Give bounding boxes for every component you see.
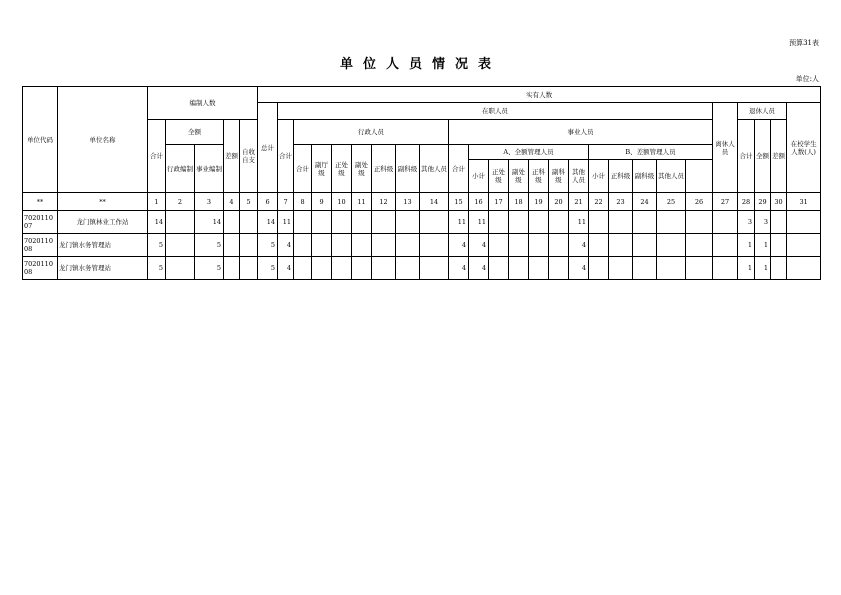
header-a-deputy-section: 副科级 (549, 160, 569, 193)
cell-empty (489, 257, 509, 280)
cell-value (771, 234, 787, 257)
cell-value (771, 211, 787, 234)
header-full-funded: 全额 (166, 120, 224, 145)
cell-value (240, 211, 258, 234)
header-a-division-chief: 正处级 (489, 160, 509, 193)
cell-value: 4 (569, 257, 589, 280)
col-index: ** (58, 193, 148, 211)
header-retired: 退休人员 (738, 103, 787, 120)
cell-empty (686, 257, 713, 280)
cell-value: 4 (469, 257, 489, 280)
cell-empty (420, 211, 449, 234)
cell-empty (372, 211, 396, 234)
col-index: ** (23, 193, 58, 211)
cell-empty (609, 234, 633, 257)
cell-empty (332, 257, 352, 280)
cell-value: 1 (755, 257, 771, 280)
cell-empty (609, 257, 633, 280)
header-a-subtotal: 小计 (469, 160, 489, 193)
cell-empty (332, 234, 352, 257)
header-unit-code: 单位代码 (23, 87, 58, 193)
cell-empty (396, 257, 420, 280)
col-index: 8 (294, 193, 312, 211)
header-establishment: 编制人数 (148, 87, 258, 120)
cell-value: 1 (755, 234, 771, 257)
cell-empty (509, 257, 529, 280)
header-b-section-chief: 正科级 (609, 160, 633, 193)
cell-value: 3 (755, 211, 771, 234)
cell-empty (549, 211, 569, 234)
col-index: 18 (509, 193, 529, 211)
cell-empty (396, 211, 420, 234)
cell-value: 4 (278, 234, 294, 257)
cell-value: 1 (738, 257, 755, 280)
cell-empty (633, 211, 657, 234)
header-deputy-section: 副科级 (396, 145, 420, 193)
cell-empty (294, 211, 312, 234)
cell-empty (589, 211, 609, 234)
cell-value (166, 234, 195, 257)
cell-value (166, 211, 195, 234)
cell-empty (396, 234, 420, 257)
column-index-row (23, 193, 821, 211)
col-index: 22 (589, 193, 609, 211)
cell-value: 11 (278, 211, 294, 234)
sheet-number: 预算31表 (789, 39, 819, 47)
header-deputy-division: 副处级 (352, 145, 372, 193)
header-b-deputy-section: 副科级 (633, 160, 657, 193)
col-index: 17 (489, 193, 509, 211)
cell-empty (657, 257, 686, 280)
cell-empty (489, 234, 509, 257)
cell-empty (420, 257, 449, 280)
cell-empty (686, 234, 713, 257)
header-b-subtotal: 小计 (589, 160, 609, 193)
cell-unit-name: 龙门镇水务管理站 (58, 257, 148, 280)
col-index: 1 (148, 193, 166, 211)
cell-empty (509, 211, 529, 234)
cell-empty (529, 211, 549, 234)
header-b-diff-mgmt: B、差额管理人员 (589, 145, 713, 160)
col-index: 25 (657, 193, 686, 211)
cell-empty (657, 234, 686, 257)
header-actual: 实有人数 (258, 87, 821, 103)
col-index: 13 (396, 193, 420, 211)
cell-value (224, 211, 240, 234)
cell-value: 5 (148, 234, 166, 257)
header-a-full-mgmt: A、全额管理人员 (469, 145, 589, 160)
cell-value: 4 (449, 257, 469, 280)
header-section-chief: 正科级 (372, 145, 396, 193)
col-index: 20 (549, 193, 569, 211)
cell-empty (529, 234, 549, 257)
cell-empty (686, 211, 713, 234)
table-row (23, 234, 821, 257)
col-index: 19 (529, 193, 549, 211)
cell-empty (713, 211, 738, 234)
cell-empty (549, 257, 569, 280)
cell-value (166, 257, 195, 280)
header-in-service: 在职人员 (278, 103, 713, 120)
cell-value: 5 (195, 257, 224, 280)
col-index: 5 (240, 193, 258, 211)
cell-empty (549, 234, 569, 257)
cell-value: 5 (195, 234, 224, 257)
col-index: 30 (771, 193, 787, 211)
header-grand-total: 总计 (258, 103, 278, 193)
personnel-table (22, 86, 821, 280)
table-row (23, 257, 821, 280)
header-a-deputy-division: 副处级 (509, 160, 529, 193)
col-index: 27 (713, 193, 738, 211)
cell-value: 4 (278, 257, 294, 280)
cell-value (240, 257, 258, 280)
cell-value: 5 (148, 257, 166, 280)
col-index: 2 (166, 193, 195, 211)
header-admin-establishment: 行政编制 (166, 145, 195, 193)
cell-value: 11 (449, 211, 469, 234)
cell-empty (787, 257, 821, 280)
col-index: 4 (224, 193, 240, 211)
cell-value: 11 (569, 211, 589, 234)
cell-empty (657, 211, 686, 234)
unit-label: 单位:人 (795, 75, 819, 83)
cell-value: 5 (258, 234, 278, 257)
cell-empty (294, 257, 312, 280)
header-b-others: 其他人员 (657, 160, 686, 193)
cell-unit-code: 702011008 (23, 257, 58, 280)
header-retired-full: 全额 (755, 120, 771, 193)
cell-empty (713, 234, 738, 257)
col-index: 23 (609, 193, 633, 211)
header-admin-staff: 行政人员 (294, 120, 449, 145)
cell-empty (332, 211, 352, 234)
col-index: 24 (633, 193, 657, 211)
cell-empty (352, 234, 372, 257)
cell-empty (609, 211, 633, 234)
cell-value (771, 257, 787, 280)
cell-empty (312, 234, 332, 257)
header-admin-others: 其他人员 (420, 145, 449, 193)
table-row (23, 211, 821, 234)
cell-empty (420, 234, 449, 257)
header-retired-cadres: 离休人员 (713, 103, 738, 193)
cell-unit-name: 龙门镇林业工作站 (58, 211, 148, 234)
cell-value (224, 257, 240, 280)
cell-value: 11 (469, 211, 489, 234)
cell-empty (633, 257, 657, 280)
header-retired-diff: 差额 (771, 120, 787, 193)
header-self-supporting: 自收自支 (240, 120, 258, 193)
cell-value (224, 234, 240, 257)
cell-empty (589, 257, 609, 280)
cell-empty (529, 257, 549, 280)
col-index: 26 (686, 193, 713, 211)
cell-value: 14 (258, 211, 278, 234)
cell-unit-code: 702011008 (23, 234, 58, 257)
col-index: 6 (258, 193, 278, 211)
col-index: 29 (755, 193, 771, 211)
cell-value (240, 234, 258, 257)
col-index: 7 (278, 193, 294, 211)
header-in-service-total: 合计 (278, 120, 294, 193)
cell-empty (372, 234, 396, 257)
col-index: 3 (195, 193, 224, 211)
header-students: 在校学生人数(人) (787, 103, 821, 193)
cell-empty (372, 257, 396, 280)
col-index: 15 (449, 193, 469, 211)
cell-empty (294, 234, 312, 257)
cell-empty (713, 257, 738, 280)
header-division-chief: 正处级 (332, 145, 352, 193)
col-index: 11 (352, 193, 372, 211)
col-index: 28 (738, 193, 755, 211)
cell-value: 14 (148, 211, 166, 234)
report-title: 单位人员情况表 (339, 57, 501, 72)
header-retired-total: 合计 (738, 120, 755, 193)
cell-empty (352, 211, 372, 234)
col-index: 21 (569, 193, 589, 211)
cell-empty (352, 257, 372, 280)
cell-value: 5 (258, 257, 278, 280)
cell-empty (312, 257, 332, 280)
header-unit-name: 单位名称 (58, 87, 148, 193)
cell-empty (633, 234, 657, 257)
cell-value: 1 (738, 234, 755, 257)
col-index: 9 (312, 193, 332, 211)
cell-value: 4 (569, 234, 589, 257)
cell-empty (509, 234, 529, 257)
cell-empty (589, 234, 609, 257)
col-index: 10 (332, 193, 352, 211)
col-index: 31 (787, 193, 821, 211)
col-index: 16 (469, 193, 489, 211)
header-est-total: 合计 (148, 120, 166, 193)
header-inst-total: 合计 (449, 145, 469, 193)
cell-value: 3 (738, 211, 755, 234)
cell-unit-name: 龙门镇水务管理站 (58, 234, 148, 257)
cell-empty (312, 211, 332, 234)
cell-empty (489, 211, 509, 234)
header-deputy-bureau: 副厅级 (312, 145, 332, 193)
col-index: 12 (372, 193, 396, 211)
col-index: 14 (420, 193, 449, 211)
cell-empty (787, 211, 821, 234)
cell-empty (787, 234, 821, 257)
header-a-others: 其他人员 (569, 160, 589, 193)
cell-unit-code: 702011007 (23, 211, 58, 234)
header-admin-total: 合计 (294, 145, 312, 193)
header-difference: 差额 (224, 120, 240, 193)
cell-value: 4 (449, 234, 469, 257)
header-a-section-chief: 正科级 (529, 160, 549, 193)
header-institution-staff: 事业人员 (449, 120, 713, 145)
cell-value: 14 (195, 211, 224, 234)
header-institution-establishment: 事业编制 (195, 145, 224, 193)
cell-value: 4 (469, 234, 489, 257)
